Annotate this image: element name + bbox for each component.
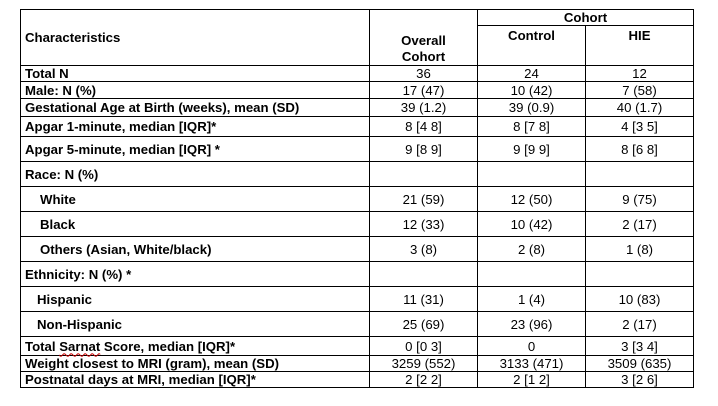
cell-hie: [586, 162, 694, 187]
row-label: Weight closest to MRI (gram), mean (SD): [21, 356, 370, 372]
row-label: Black: [21, 212, 370, 237]
cell-overall: 8 [4 8]: [370, 117, 478, 137]
table-row: [21, 82, 694, 99]
table-row: [21, 212, 694, 237]
row-label: Race: N (%): [21, 162, 370, 187]
cell-overall: 39 (1.2): [370, 99, 478, 117]
cell-control: 8 [7 8]: [478, 117, 586, 137]
cell-overall: [370, 262, 478, 287]
row-label: Postnatal days at MRI, median [IQR]*: [21, 372, 370, 388]
cell-control: 12 (50): [478, 187, 586, 212]
table-row: [21, 117, 694, 137]
cell-hie: 40 (1.7): [586, 99, 694, 117]
cell-hie: [586, 262, 694, 287]
header-overall-line1: Overall: [401, 33, 446, 48]
cell-control: 3133 (471): [478, 356, 586, 372]
row-label: Male: N (%): [21, 82, 370, 99]
table-row: [21, 237, 694, 262]
row-label: White: [21, 187, 370, 212]
cell-overall: 36: [370, 66, 478, 82]
cell-hie: 9 (75): [586, 187, 694, 212]
cell-overall: 9 [8 9]: [370, 137, 478, 162]
row-label-post: Score, median [IQR]*: [100, 338, 236, 354]
row-label: Hispanic: [21, 287, 370, 312]
cell-control: [478, 262, 586, 287]
row-label: Others (Asian, White/black): [21, 237, 370, 262]
header-overall-cohort: [370, 10, 478, 66]
characteristics-table: [20, 9, 694, 388]
cell-overall: 21 (59): [370, 187, 478, 212]
table-row: [21, 372, 694, 388]
table-row: [21, 162, 694, 187]
row-label-pre: Total: [25, 338, 60, 354]
cell-hie: 8 [6 8]: [586, 137, 694, 162]
row-label: Ethnicity: N (%) *: [21, 262, 370, 287]
cell-control: 2 (8): [478, 237, 586, 262]
row-label: Apgar 1-minute, median [IQR]*: [21, 117, 370, 137]
cell-hie: 2 (17): [586, 312, 694, 337]
cell-overall: 17 (47): [370, 82, 478, 99]
header-hie: HIE: [586, 26, 694, 66]
row-label: Non-Hispanic: [21, 312, 370, 337]
cell-hie: 3 [3 4]: [586, 337, 694, 356]
header-overall-line2: Cohort: [401, 49, 446, 64]
row-label: Total N: [21, 66, 370, 82]
cell-control: 0: [478, 337, 586, 356]
table-row: [21, 312, 694, 337]
row-label: Apgar 5-minute, median [IQR] *: [21, 137, 370, 162]
cell-overall: 0 [0 3]: [370, 337, 478, 356]
cell-overall: 12 (33): [370, 212, 478, 237]
cell-control: [478, 162, 586, 187]
cell-hie: 4 [3 5]: [586, 117, 694, 137]
row-label: Gestational Age at Birth (weeks), mean (SD): [21, 99, 370, 117]
cell-overall: 3 (8): [370, 237, 478, 262]
cell-control: 10 (42): [478, 82, 586, 99]
cell-hie: 10 (83): [586, 287, 694, 312]
cell-hie: 7 (58): [586, 82, 694, 99]
cell-overall: 11 (31): [370, 287, 478, 312]
cell-control: 10 (42): [478, 212, 586, 237]
cell-hie: 1 (8): [586, 237, 694, 262]
header-characteristics: Characteristics: [21, 10, 370, 66]
table-row: [21, 356, 694, 372]
cell-overall: 3259 (552): [370, 356, 478, 372]
table-row: [21, 337, 694, 356]
cell-hie: 2 (17): [586, 212, 694, 237]
cell-control: 1 (4): [478, 287, 586, 312]
cell-overall: 25 (69): [370, 312, 478, 337]
cell-overall: 2 [2 2]: [370, 372, 478, 388]
cell-overall: [370, 162, 478, 187]
table-row: [21, 66, 694, 82]
cell-hie: 12: [586, 66, 694, 82]
row-label: [21, 337, 370, 356]
header-cohort: Cohort: [478, 10, 694, 26]
cell-control: 39 (0.9): [478, 99, 586, 117]
table-row: [21, 187, 694, 212]
table-row: [21, 262, 694, 287]
table-row: [21, 287, 694, 312]
cell-control: 2 [1 2]: [478, 372, 586, 388]
row-label-spellcheck-word: Sarnat: [59, 338, 101, 354]
table-row: [21, 99, 694, 117]
table-row: [21, 137, 694, 162]
header-control: Control: [478, 26, 586, 66]
cell-control: 23 (96): [478, 312, 586, 337]
cell-hie: 3509 (635): [586, 356, 694, 372]
cell-hie: 3 [2 6]: [586, 372, 694, 388]
cell-control: 9 [9 9]: [478, 137, 586, 162]
cell-control: 24: [478, 66, 586, 82]
